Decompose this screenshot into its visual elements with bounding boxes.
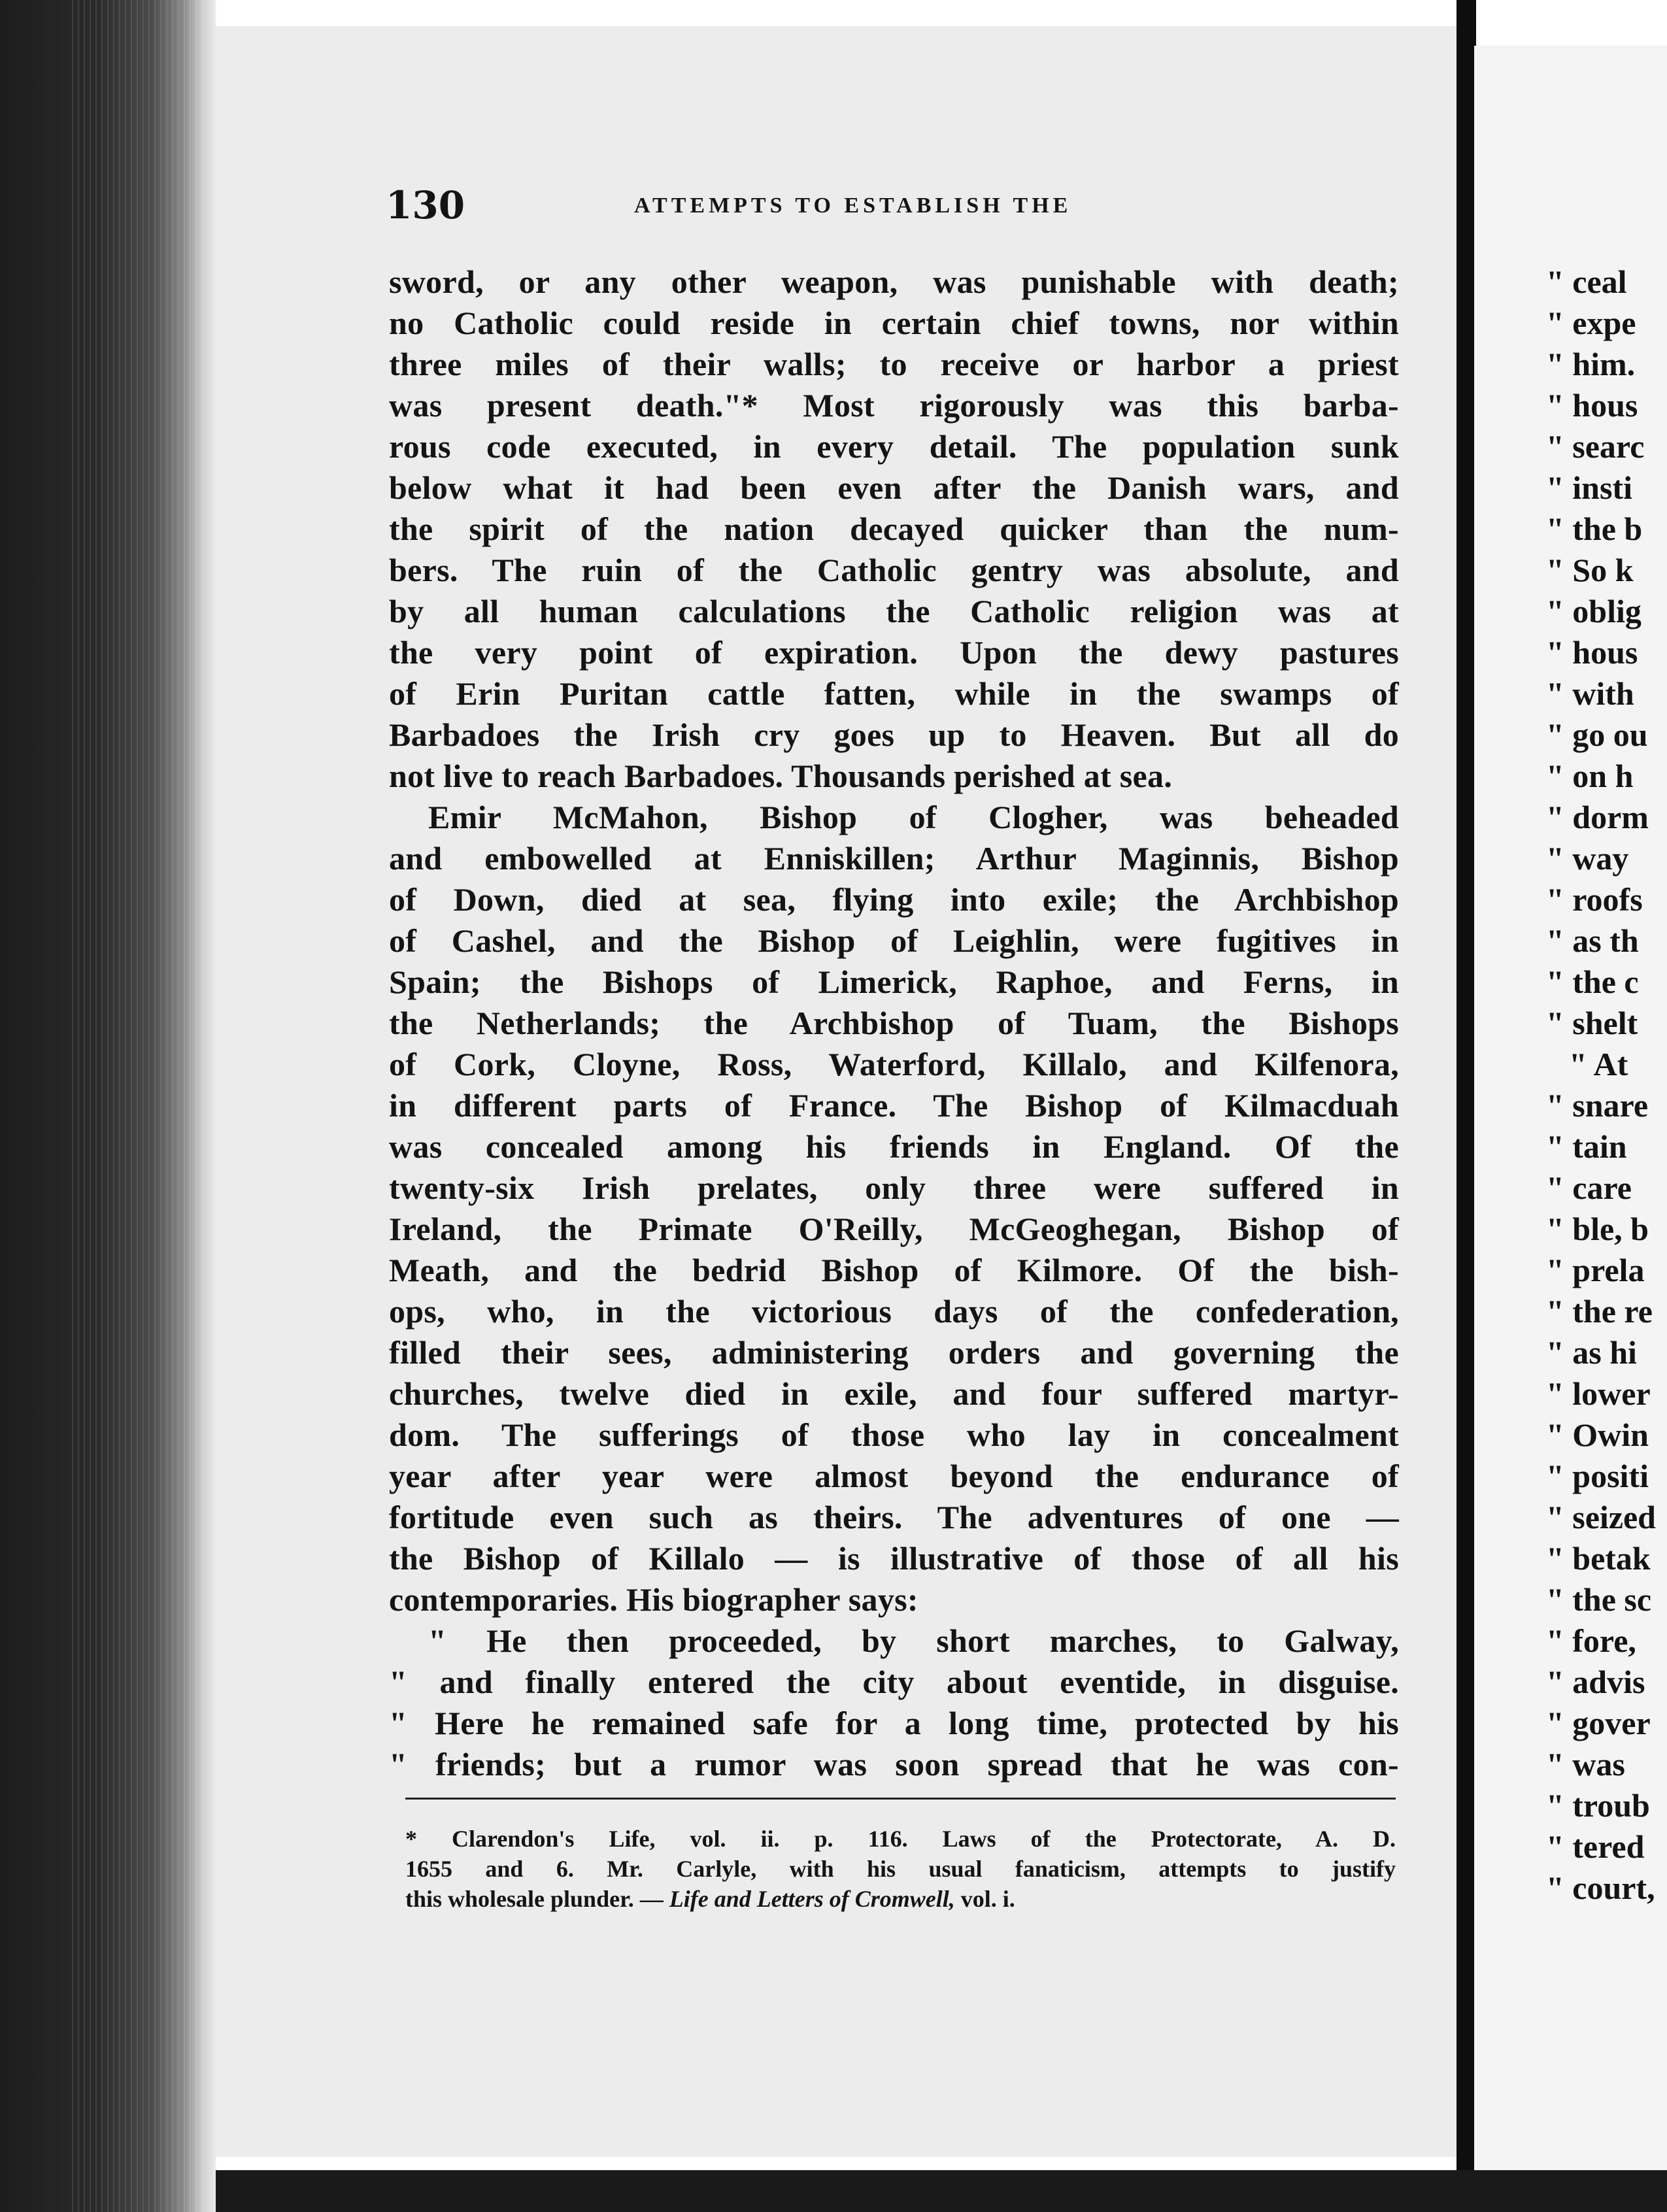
fragment-line: " go ou xyxy=(1546,716,1648,753)
footnote xyxy=(405,1824,1396,1914)
text-line: by all human calculations the Catholic religion was at xyxy=(389,593,1399,629)
fragment-line: " the c xyxy=(1546,964,1639,1000)
fragment-line: " tered xyxy=(1546,1828,1645,1865)
fragment-line: " care xyxy=(1546,1169,1632,1206)
page-header xyxy=(386,183,1399,235)
fragment-line: " gover xyxy=(1546,1705,1651,1741)
fragment-line: " hous xyxy=(1546,634,1638,671)
text-line: and embowelled at Enniskillen; Arthur Maginnis, Bishop xyxy=(389,840,1399,877)
fragment-line: " way xyxy=(1546,840,1629,877)
text-line: of Cashel, and the Bishop of Leighlin, were fugitives in xyxy=(389,922,1399,959)
fragment-line: " fore, xyxy=(1546,1622,1636,1659)
text-line: year after year were almost beyond the endurance of xyxy=(389,1458,1399,1494)
text-line: contemporaries. His biographer says: xyxy=(389,1581,918,1618)
fragment-line: " the b xyxy=(1546,511,1643,547)
fragment-line: " as hi xyxy=(1546,1334,1637,1371)
text-line: ops, who, in the victorious days of the confederation, xyxy=(389,1293,1399,1330)
footnote-book-title: Life and Letters of Cromwell, xyxy=(669,1886,955,1912)
text-line: not live to reach Barbadoes. Thousands perished at sea. xyxy=(389,758,1173,794)
fragment-line: " advis xyxy=(1546,1664,1645,1700)
footnote-line xyxy=(405,1884,1396,1914)
body-text xyxy=(389,261,1399,1785)
text-line: rous code executed, in every detail. The population sunk xyxy=(389,428,1399,465)
fragment-line: " court, xyxy=(1546,1869,1655,1906)
fragment-line: " prela xyxy=(1546,1252,1645,1288)
scan-border xyxy=(216,2170,1667,2212)
text-line: the Bishop of Killalo — is illustrative of those of all his xyxy=(389,1540,1399,1577)
text-line: churches, twelve died in exile, and four suffered martyr- xyxy=(389,1375,1399,1412)
text-line: the spirit of the nation decayed quicker than the num- xyxy=(389,511,1399,547)
fragment-line: " So k xyxy=(1546,552,1634,588)
fragment-line: " insti xyxy=(1546,469,1632,506)
text-line: in different parts of France. The Bishop of Kilmacduah xyxy=(389,1087,1399,1124)
quote-line: " friends; but a rumor was soon spread that he was con- xyxy=(389,1746,1399,1783)
text-line: was concealed among his friends in England. Of the xyxy=(389,1128,1399,1165)
text-line: fortitude even such as theirs. The adventures of one — xyxy=(389,1499,1399,1535)
text-line: Barbadoes the Irish cry goes up to Heaven. But all do xyxy=(389,716,1399,753)
fragment-line: " shelt xyxy=(1546,1005,1638,1041)
page-number: 130 xyxy=(386,183,465,227)
fragment-line: " with xyxy=(1546,675,1634,712)
fragment-line: " as th xyxy=(1546,922,1639,959)
fragment-line: " searc xyxy=(1546,428,1645,465)
fragment-line: " dorm xyxy=(1546,799,1649,835)
text-line: sword, or any other weapon, was punishable with death; xyxy=(389,263,1399,300)
text-line: the very point of expiration. Upon the dewy pastures xyxy=(389,634,1399,671)
text-line: twenty-six Irish prelates, only three were suffered in xyxy=(389,1169,1399,1206)
fragment-line: " was xyxy=(1546,1746,1625,1783)
text-line: was present death."* Most rigorously was this barba- xyxy=(389,387,1399,424)
footnote-rule xyxy=(405,1798,1396,1800)
fragment-line: " hous xyxy=(1546,387,1638,424)
quote-line: " Here he remained safe for a long time, protected by his xyxy=(389,1705,1399,1741)
fragment-line: " snare xyxy=(1546,1087,1649,1124)
fragment-line: " expe xyxy=(1546,305,1636,341)
fragment-line: " the sc xyxy=(1546,1581,1652,1618)
fragment-line: " betak xyxy=(1546,1540,1651,1577)
footnote-line: * Clarendon's Life, vol. ii. p. 116. Laws of the Protectorate, A. D. xyxy=(405,1826,1396,1852)
text-line: of Down, died at sea, flying into exile; the Archbishop xyxy=(389,881,1399,918)
fragment-line: " roofs xyxy=(1546,881,1643,918)
fragment-line: " seized xyxy=(1546,1499,1656,1535)
text-line: the Netherlands; the Archbishop of Tuam, the Bishops xyxy=(389,1005,1399,1041)
running-head: ATTEMPTS TO ESTABLISH THE xyxy=(634,193,1072,218)
fragment-line: " Owin xyxy=(1546,1416,1649,1453)
fragment-line: " troub xyxy=(1546,1787,1650,1824)
quote-line: " He then proceeded, by short marches, to Galway, xyxy=(428,1622,1399,1659)
fragment-line: " lower xyxy=(1546,1375,1651,1412)
quote-line: " and finally entered the city about eventide, in disguise. xyxy=(389,1664,1399,1700)
footnote-text: vol. i. xyxy=(954,1886,1015,1912)
footnote-text: this wholesale plunder. — xyxy=(405,1886,669,1912)
fragment-line: " At xyxy=(1569,1046,1628,1082)
text-line: Meath, and the bedrid Bishop of Kilmore. Of the bish- xyxy=(389,1252,1399,1288)
fragment-line: " oblig xyxy=(1546,593,1642,629)
text-line: of Cork, Cloyne, Ross, Waterford, Killalo, and Kilfenora, xyxy=(389,1046,1399,1082)
right-page-text xyxy=(1546,261,1667,1909)
fragment-line: " him. xyxy=(1546,346,1636,382)
text-line: no Catholic could reside in certain chief towns, nor within xyxy=(389,305,1399,341)
text-line: below what it had been even after the Danish wars, and xyxy=(389,469,1399,506)
text-line: dom. The sufferings of those who lay in concealment xyxy=(389,1416,1399,1453)
fragment-line: " ceal xyxy=(1546,263,1627,300)
text-line: three miles of their walls; to receive or harbor a priest xyxy=(389,346,1399,382)
text-line: Spain; the Bishops of Limerick, Raphoe, and Ferns, in xyxy=(389,964,1399,1000)
page-edges xyxy=(72,0,203,2212)
book-gutter xyxy=(0,0,216,2212)
text-line: filled their sees, administering orders and governing the xyxy=(389,1334,1399,1371)
book-spine-shadow xyxy=(1457,0,1476,2212)
fragment-line: " tain xyxy=(1546,1128,1627,1165)
footnote-line: 1655 and 6. Mr. Carlyle, with his usual fanaticism, attempts to justify xyxy=(405,1856,1396,1882)
fragment-line: " the re xyxy=(1546,1293,1653,1330)
fragment-line: " ble, b xyxy=(1546,1211,1649,1247)
text-line: of Erin Puritan cattle fatten, while in the swamps of xyxy=(389,675,1399,712)
text-line: Ireland, the Primate O'Reilly, McGeoghegan, Bishop of xyxy=(389,1211,1399,1247)
fragment-line: " on h xyxy=(1546,758,1634,794)
text-line: Emir McMahon, Bishop of Clogher, was beheaded xyxy=(428,799,1399,835)
fragment-line: " positi xyxy=(1546,1458,1649,1494)
text-line: bers. The ruin of the Catholic gentry was absolute, and xyxy=(389,552,1399,588)
